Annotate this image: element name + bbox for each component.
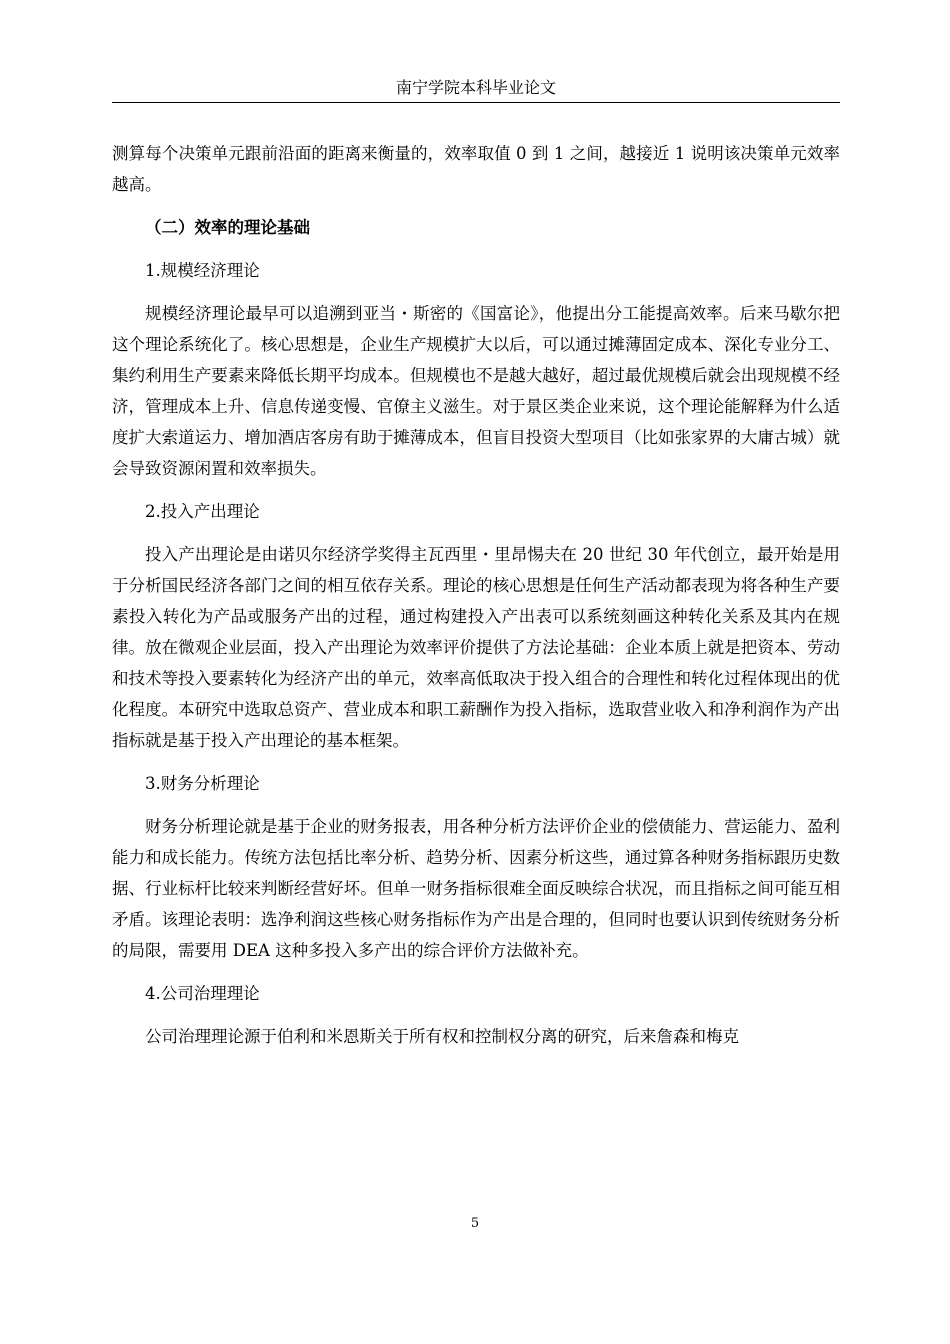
subsection-paragraph-1: 规模经济理论最早可以追溯到亚当・斯密的《国富论》，他提出分工能提高效率。后来马歇尔把这个理论系统化了。核心思想是，企业生产规模扩大以后，可以通过摊薄固定成本、深化专业分工、集约利用生产要素来降低长期平均成本。但规模也不是越大越好，超过最优规模后就会出现规模不经济，管理成本上升、信息传递变慢、官僚主义滋生。对于景区类企业来说，这个理论能解释为什么适度扩大索道运力、增加酒店客房有助于摊薄成本，但盲目投资大型项目（比如张家界的大庸古城）就会导致资源闲置和效率损失。 [112,304,840,478]
subsection-paragraph-2: 投入产出理论是由诺贝尔经济学奖得主瓦西里・里昂惕夫在 20 世纪 30 年代创立，最开始是用于分析国民经济各部门之间的相互依存关系。理论的核心思想是任何生产活动都表现为将各种生产要素投入转化为产品或服务产出的过程，通过构建投入产出表可以系统刻画这种转化关系及其内在规律。放在微观企业层面，投入产出理论为效率评价提供了方法论基础：企业本质上就是把资本、劳动和技术等投入要素转化为经济产出的单元，效率高低取决于投入组合的合理性和转化过程体现出的优化程度。本研究中选取总资产、营业成本和职工薪酬作为投入指标，选取营业收入和净利润作为产出指标就是基于投入产出理论的基本框架。 [112,545,840,750]
subsection-paragraph-4: 公司治理理论源于伯利和米恩斯关于所有权和控制权分离的研究，后来詹森和梅克 [145,1027,739,1046]
header-rule [112,102,840,103]
subsection-heading-2: 2.投入产出理论 [145,502,260,521]
subsection-paragraph-3: 财务分析理论就是基于企业的财务报表，用各种分析方法评价企业的偿债能力、营运能力、盈利能力和成长能力。传统方法包括比率分析、趋势分析、因素分析这些，通过算各种财务指标跟历史数据、行业标杆比较来判断经营好坏。但单一财务指标很难全面反映综合状况，而且指标之间可能互相矛盾。该理论表明：选净利润这些核心财务指标作为产出是合理的，但同时也要认识到传统财务分析的局限，需要用 DEA 这种多投入多产出的综合评价方法做补充。 [112,817,840,960]
page-number: 5 [470,1216,480,1231]
subsection-heading-1: 1.规模经济理论 [145,261,260,280]
subsection-heading-4: 4.公司治理理论 [145,984,260,1003]
section-heading: （二）效率的理论基础 [145,218,310,237]
subsection-heading-3: 3.财务分析理论 [145,774,260,793]
page-header-title: 南宁学院本科毕业论文 [395,78,556,97]
intro-paragraph: 测算每个决策单元跟前沿面的距离来衡量的，效率取值 0 到 1 之间，越接近 1 说明该决策单元效率越高。 [112,144,840,194]
page-content [112,138,840,1052]
